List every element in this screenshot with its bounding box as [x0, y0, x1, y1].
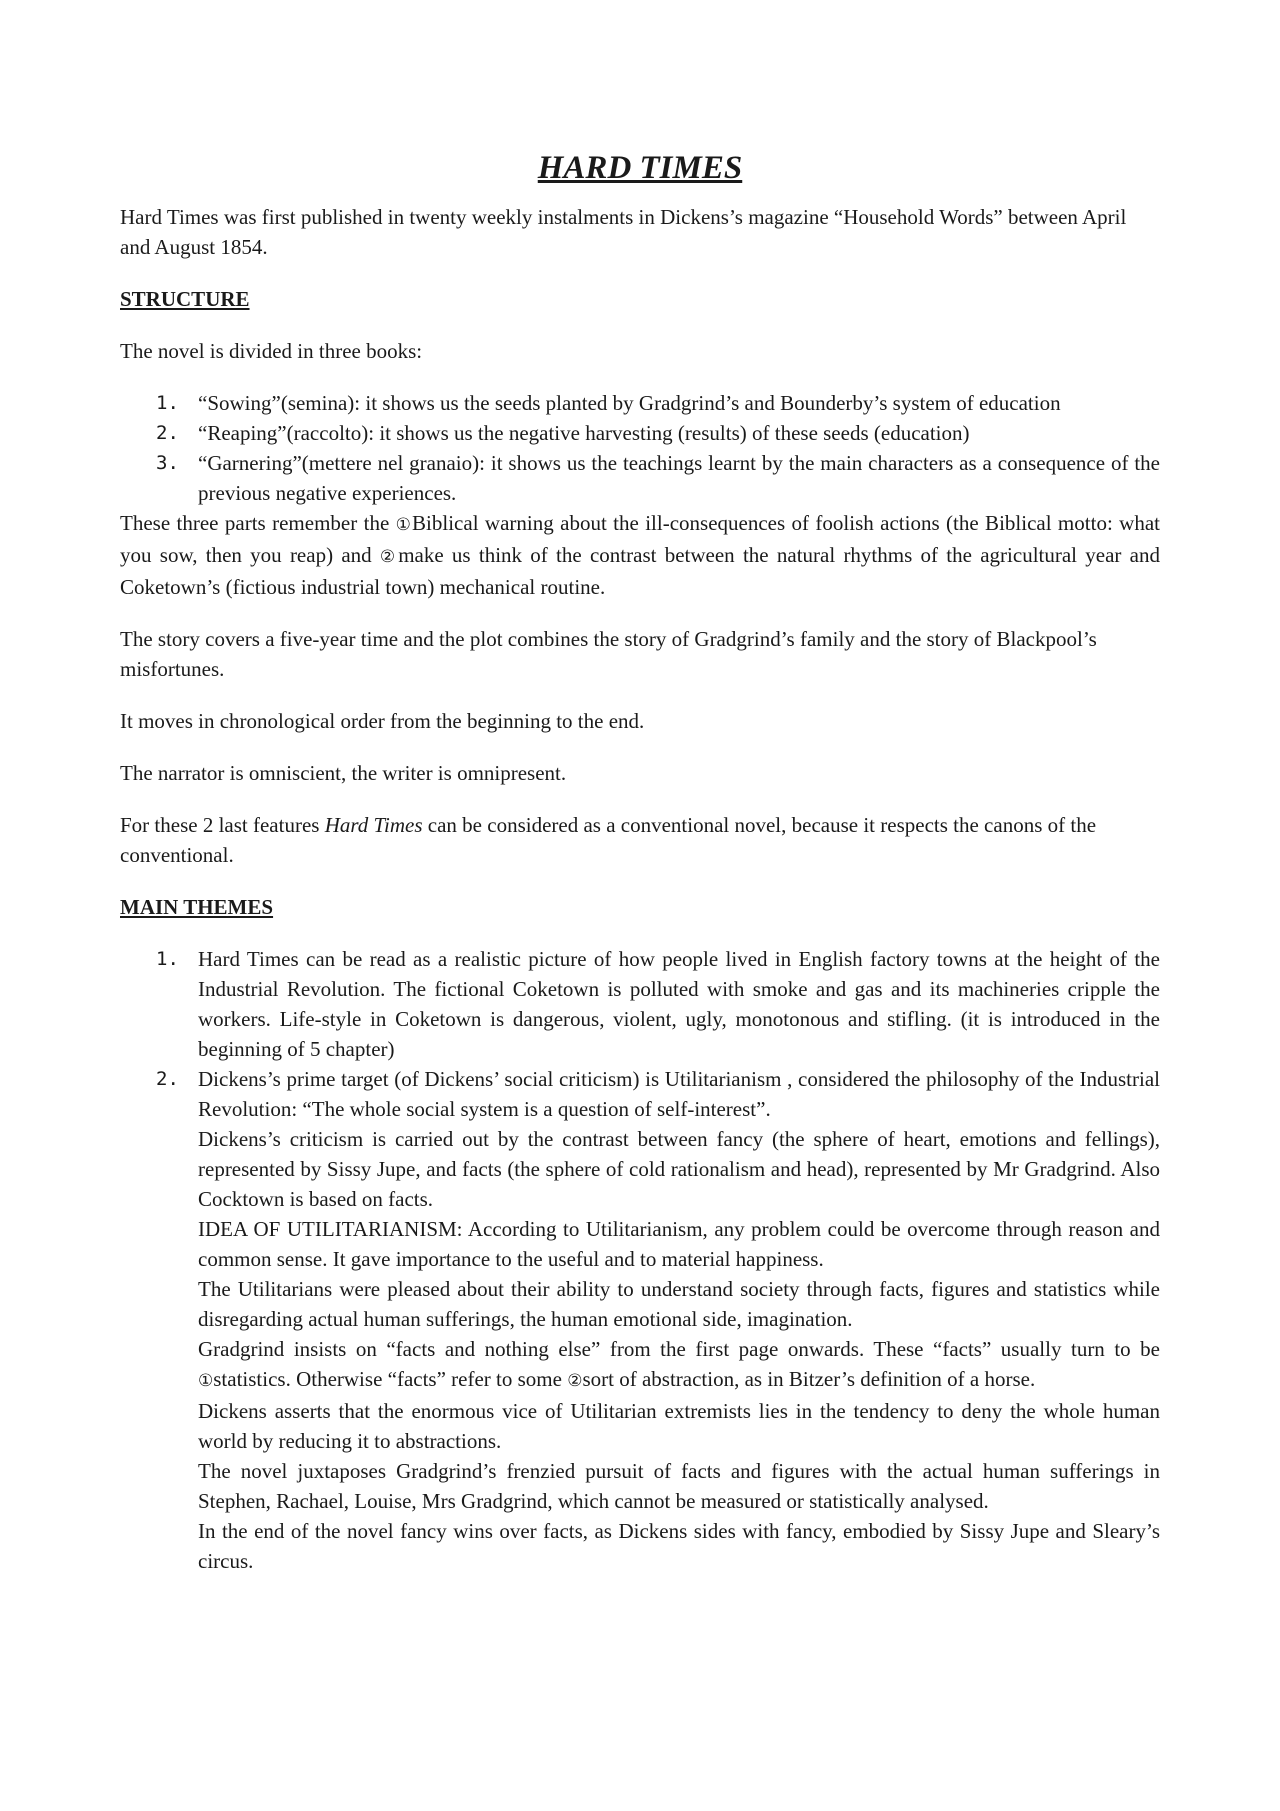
document-page — [120, 148, 1160, 1576]
list-item — [120, 448, 1160, 508]
list-number: 1. — [156, 948, 179, 970]
theme-two-paragraph: The novel juxtaposes Gradgrind’s frenzied pursuit of facts and figures with the actual human sufferings in Stephen, Rachael, Louise, Mrs Gradgrind, which cannot be measured or statistically analysed. — [198, 1459, 1160, 1513]
story-paragraph: The story covers a five-year time and the plot combines the story of Gradgrind’s family and the story of Blackpool’s misfortunes. — [120, 627, 1097, 681]
list-item-text: “Sowing”(semina): it shows us the seeds planted by Gradgrind’s and Bounderby’s system of education — [198, 391, 1061, 415]
parts-text-b: Biblical warning about the ill-consequences of foolish actions (the Biblical motto: what you sow, then you reap) and — [120, 511, 1160, 567]
list-item — [120, 418, 1160, 448]
intro-paragraph: Hard Times was first published in twenty weekly instalments in Dickens’s magazine “Household Words” between April and August 1854. — [120, 205, 1127, 259]
list-number: 2. — [156, 422, 179, 444]
list-item — [120, 1064, 1160, 1576]
circled-two-marker: ② — [379, 547, 399, 567]
document-title: HARD TIMES — [537, 150, 743, 186]
list-item-text: “Garnering”(mettere nel granaio): it shows us the teachings learnt by the main characters as a consequence of the previous negative experiences. — [198, 451, 1160, 505]
parts-text-c: make us think of the contrast between the natural rhythms of the agricultural year and Coketown’s (fictious industrial town) mechanical routine. — [120, 543, 1160, 599]
list-item — [120, 944, 1160, 1064]
theme-one-text: Hard Times can be read as a realistic picture of how people lived in English factory towns at the height of the Industrial Revolution. The fictional Coketown is polluted with smoke and gas and its machineries cripple the workers. Life-style in Coketown is dangerous, violent, ugly, monotonous and stifling. (it is introduced in the beginning of 5 chapter) — [198, 947, 1160, 1061]
order-paragraph: It moves in chronological order from the beginning to the end. — [120, 709, 645, 733]
facts-text-b: statistics. Otherwise “facts” refer to some — [213, 1367, 568, 1391]
facts-text-a: Gradgrind insists on “facts and nothing else” from the first page onwards. These “facts” usually turn to be — [198, 1337, 1160, 1361]
list-item — [120, 388, 1160, 418]
features-italic-title: Hard Times — [324, 813, 423, 837]
features-text-b: can be considered as a conventional novel, because it respects the canons of the conventional. — [120, 813, 1097, 867]
list-number: 2. — [156, 1068, 179, 1090]
structure-list — [120, 388, 1160, 508]
parts-paragraph — [120, 508, 1160, 602]
circled-one-marker: ① — [198, 1371, 214, 1391]
list-number: 1. — [156, 392, 179, 414]
features-text-a: For these 2 last features — [120, 813, 325, 837]
theme-two-paragraph: Dickens’s criticism is carried out by the contrast between fancy (the sphere of heart, emotions and fellings), represented by Sissy Jupe, and facts (the sphere of cold rationalism and head), represented by Mr Gradgrind. Also Cocktown is based on facts. — [198, 1127, 1160, 1211]
parts-text-a: These three parts remember the — [120, 511, 396, 535]
structure-lead: The novel is divided in three books: — [120, 339, 423, 363]
features-paragraph — [120, 810, 1160, 870]
themes-heading: MAIN THEMES — [120, 895, 274, 919]
themes-list — [120, 944, 1160, 1576]
theme-two-paragraph — [198, 1334, 1160, 1396]
theme-two-paragraph: Dickens’s prime target (of Dickens’ social criticism) is Utilitarianism , considered the philosophy of the Industrial Revolution: “The whole social system is a question of self-interest”. — [198, 1067, 1160, 1121]
circled-one-marker: ① — [395, 515, 413, 535]
theme-two-paragraph: In the end of the novel fancy wins over facts, as Dickens sides with fancy, embodied by Sissy Jupe and Sleary’s circus. — [198, 1519, 1160, 1573]
theme-two-paragraph: Dickens asserts that the enormous vice of Utilitarian extremists lies in the tendency to deny the whole human world by reducing it to abstractions. — [198, 1399, 1160, 1453]
facts-text-c: sort of abstraction, as in Bitzer’s definition of a horse. — [582, 1367, 1036, 1391]
structure-heading: STRUCTURE — [120, 287, 250, 311]
narrator-paragraph: The narrator is omniscient, the writer is omnipresent. — [120, 761, 567, 785]
circled-two-marker: ② — [567, 1371, 583, 1391]
theme-two-paragraph: IDEA OF UTILITARIANISM: According to Utilitarianism, any problem could be overcome through reason and common sense. It gave importance to the useful and to material happiness. — [198, 1217, 1160, 1271]
list-item-text: “Reaping”(raccolto): it shows us the negative harvesting (results) of these seeds (education) — [198, 421, 970, 445]
theme-two-paragraph: The Utilitarians were pleased about their ability to understand society through facts, figures and statistics while disregarding actual human sufferings, the human emotional side, imagination. — [198, 1277, 1160, 1331]
list-number: 3. — [156, 452, 179, 474]
